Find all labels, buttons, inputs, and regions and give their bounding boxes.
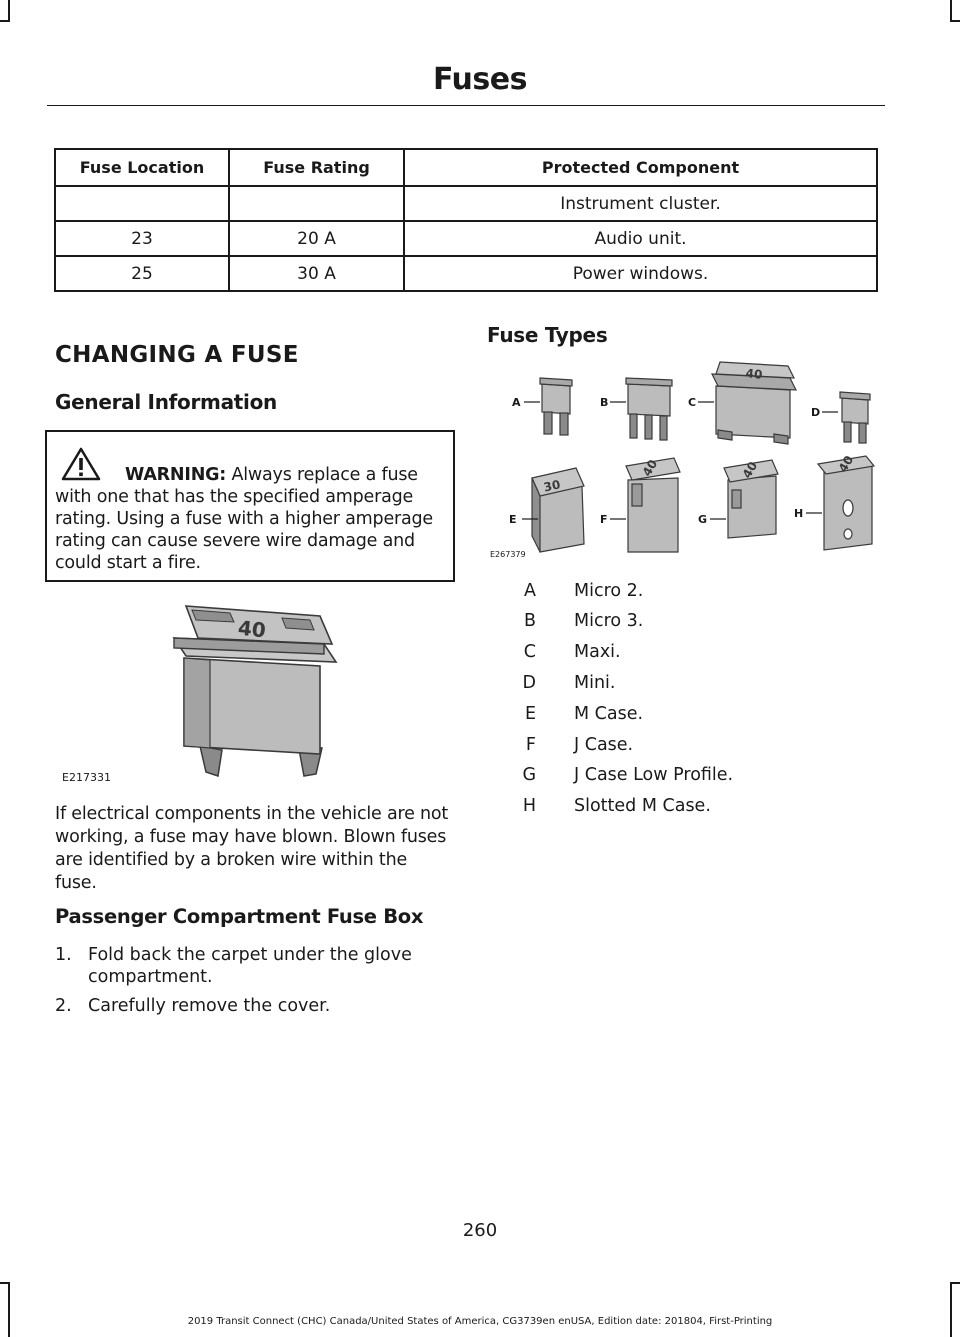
edition-footer: 2019 Transit Connect (CHC) Canada/United States of America, CG3739en enUSA, Edition date: 201804, First-Printing [187,1316,773,1327]
table-cell: Power windows. [404,256,877,291]
crop-mark-top-left-h [0,20,10,22]
table-header-row [55,149,877,186]
fuse-table [54,148,878,292]
legend-item [500,611,820,641]
figure-letter: G [698,513,708,526]
figure-letter: A [512,396,521,409]
legend-item [500,673,820,703]
warning-body: Always replace a fuse with one that has the specified amperage rating. Using a fuse with a higher amperage rating can cause severe wire damage and could start a fire. [55,465,433,573]
legend-letter: G [522,765,536,785]
figure-letter: F [600,513,608,526]
fuse-b-micro3 [626,378,672,440]
legend-item [500,735,820,765]
legend-letter: E [524,704,536,724]
fuse-mark: 40 [744,366,764,382]
table-cell: 25 [55,256,229,291]
fuse-rating-mark: 40 [236,615,267,643]
table-cell: Audio unit. [404,221,877,256]
figure-code: E217331 [62,771,111,784]
crop-mark-bottom-left [8,1282,10,1337]
fuse-mark: 40 [739,459,761,481]
step-text: Fold back the carpet under the glove compartment. [88,945,412,987]
crop-mark-top-right [950,0,952,22]
legend-label: Mini. [574,673,616,693]
figure-letter: C [688,396,697,409]
legend-label: Micro 3. [574,611,644,631]
crop-mark-bottom-right [950,1282,952,1337]
legend-item [500,765,820,795]
table-row [55,186,877,221]
legend-label: J Case Low Profile. [574,765,734,785]
column-header-fuse-rating: Fuse Rating [229,149,404,186]
header-divider [47,105,885,106]
warning-label: WARNING: [125,465,227,485]
table-cell: 30 A [229,256,404,291]
legend-letter: B [523,611,536,631]
figure-letter: D [811,406,821,419]
crop-mark-bottom-left-h [0,1282,10,1284]
step-item [55,944,455,990]
maxi-fuse-illustration [170,598,350,788]
table-cell: Instrument cluster. [404,186,877,221]
legend-letter: A [524,581,536,601]
section-heading-changing-a-fuse: CHANGING A FUSE [55,342,299,368]
column-header-protected-component: Protected Component [404,149,877,186]
legend-item [500,796,820,826]
fuse-info-paragraph: If electrical components in the vehicle are not working, a fuse may have blown. Blown fuses are identified by a broken wire within the fuse. [55,804,449,893]
legend-label: Micro 2. [574,581,644,601]
legend-item [500,581,820,611]
table-row [55,256,877,291]
step-number: 2. [55,996,72,1016]
legend-item [500,642,820,672]
table-cell [55,186,229,221]
legend-item [500,704,820,734]
subheading-passenger-fuse-box: Passenger Compartment Fuse Box [55,905,424,928]
figure-letter: H [794,507,804,520]
legend-letter: C [523,642,536,662]
legend-label: M Case. [574,704,644,724]
fuse-mark: 40 [639,457,661,479]
figure-letter: E [509,513,517,526]
crop-mark-top-left [8,0,10,22]
crop-mark-bottom-right-h [950,1282,960,1284]
figure-code: E267379 [490,550,526,559]
fuse-a-micro2 [540,378,572,435]
table-cell [229,186,404,221]
subheading-fuse-types: Fuse Types [487,323,608,347]
subheading-general-information: General Information [55,390,277,414]
warning-box [45,430,455,582]
table-cell: 20 A [229,221,404,256]
step-text: Carefully remove the cover. [88,996,331,1016]
legend-letter: D [522,673,536,693]
page-title: Fuses [433,62,527,97]
table-row [55,221,877,256]
warning-text [55,464,453,574]
legend-letter: H [522,796,536,816]
page-number: 260 [462,1220,498,1241]
figure-letter: B [600,396,609,409]
legend-letter: F [525,735,536,755]
legend-label: J Case. [574,735,634,755]
legend-label: Maxi. [574,642,621,662]
fuse-d-mini [840,392,870,443]
fuse-types-illustration [484,360,884,560]
table-cell: 23 [55,221,229,256]
column-header-fuse-location: Fuse Location [55,149,229,186]
fuse-mark: 30 [542,477,562,495]
crop-mark-top-right-h [950,20,960,22]
fuse-mark: 40 [835,453,857,475]
step-item [55,995,455,1019]
step-number: 1. [55,945,72,965]
legend-label: Slotted M Case. [574,796,711,816]
